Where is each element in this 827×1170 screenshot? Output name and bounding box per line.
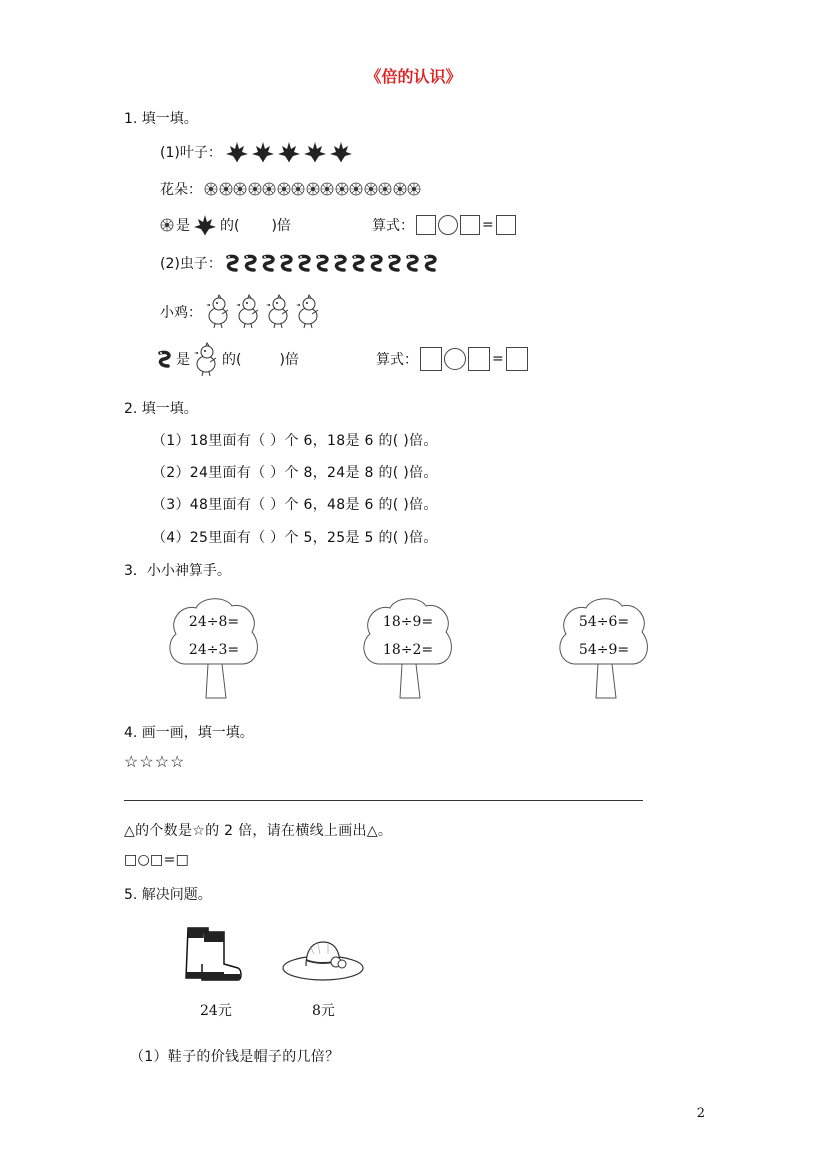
rel1-text-b: 的( [220,218,240,234]
leaf-icon [224,140,250,164]
bug-icon [350,254,368,272]
flower-icon [160,218,174,232]
rel2-text-a: 是 [176,352,190,368]
formula-label: 算式： [372,218,414,234]
hat-icon [280,934,366,984]
flower-icon [407,182,422,196]
q1-relation-2 [156,342,299,376]
leaf-icon [302,140,328,164]
leaf-icon [192,213,218,237]
bug-icon [386,254,404,272]
stars-row: ☆☆☆☆ [124,752,186,771]
flower-icon [335,182,350,196]
bug-icon [224,254,242,272]
q1-relation-1 [160,212,291,238]
tree-2-eq-2: 18÷2= [382,642,434,658]
bug-icon [260,254,278,272]
bug-icon [278,254,296,272]
leaves-group [224,140,354,164]
bug-icon [296,254,314,272]
flower-icon [219,182,234,196]
leaf-icon [328,140,354,164]
q1-formula-2 [376,346,528,372]
flower-icon [393,182,408,196]
q2-line-2: （2）24里面有（ ）个 8，24是 8 的( )倍。 [152,465,438,481]
equals-sign: = [482,217,494,233]
answer-box[interactable] [460,215,480,235]
math-tree-2 [358,592,458,706]
chick-icon [204,294,234,330]
q2-heading: 2. 填一填。 [124,401,198,417]
q4-formula: □○□=□ [124,852,190,868]
hat-price: 8元 [312,1003,335,1019]
boots-price: 24元 [200,1003,232,1019]
flowers-group [204,181,422,197]
boots-image [178,924,248,988]
formula-label: 算式： [376,352,418,368]
bugs-label: (2)虫子： [160,256,222,272]
chick-icon [264,294,294,330]
q5-subquestion-1: （1）鞋子的价钱是帽子的几倍？ [130,1049,340,1065]
q1-formula-1 [372,212,516,238]
bug-icon [156,350,174,368]
q1-leaves-row [160,140,354,164]
flower-icon [160,217,174,233]
math-tree-1 [164,592,264,706]
tree-3-eq-1: 54÷6= [578,614,630,630]
page-title: 《倍的认识》 [365,67,462,86]
bug-icon [242,254,260,272]
q5-heading: 5. 解决问题。 [124,887,212,903]
rel2-text-c: )倍 [279,352,299,368]
chick-icon [192,342,220,376]
answer-box[interactable] [506,347,528,371]
chicks-group [204,294,324,330]
operator-circle[interactable] [444,348,466,370]
q1-heading: 1. 填一填。 [124,111,198,127]
answer-box[interactable] [468,347,490,371]
flower-icon [233,182,248,196]
math-tree-3 [554,592,654,706]
bug-icon [368,254,386,272]
flower-icon [204,182,219,196]
rel1-text-a: 是 [176,218,190,234]
answer-box[interactable] [496,215,516,235]
bug-icon [332,254,350,272]
q1-bugs-row [160,250,440,276]
chick-icon [234,294,264,330]
answer-box[interactable] [420,347,442,371]
q4-instruction: △的个数是☆的 2 倍，请在横线上画出△。 [124,823,393,839]
tree-3-eq-2: 54÷9= [578,642,630,658]
answer-box[interactable] [416,215,436,235]
flower-icon [306,182,321,196]
q3-heading: 3．小小神算手。 [124,563,231,579]
chick-icon [192,342,220,376]
q4-heading: 4. 画一画，填一填。 [124,725,254,741]
q1-flowers-row [160,178,422,200]
rel2-text-b: 的( [222,352,242,368]
q2-line-3: （3）48里面有（ ）个 6，48是 6 的( )倍。 [152,497,438,513]
tree-1-eq-1: 24÷8= [188,614,240,630]
flower-icon [277,182,292,196]
rel1-text-c: )倍 [271,218,291,234]
tree-1-eq-2: 24÷3= [188,642,240,658]
operator-circle[interactable] [438,215,458,235]
flower-icon [291,182,306,196]
bug-icon [404,254,422,272]
flower-icon [364,182,379,196]
tree-2-eq-1: 18÷9= [382,614,434,630]
chicks-label: 小鸡： [160,305,202,321]
flowers-label: 花朵： [160,182,202,198]
q2-line-4: （4）25里面有（ ）个 5，25是 5 的( )倍。 [152,530,438,546]
page-number: 2 [696,1106,705,1121]
bug-icon [314,254,332,272]
flower-icon [320,182,335,196]
equals-sign: = [492,351,504,367]
leaves-label: (1)叶子： [160,145,222,161]
leaf-icon [276,140,302,164]
drawing-line[interactable] [124,800,643,801]
hat-image [280,934,366,988]
q1-chicks-row [160,292,324,332]
bugs-group [224,254,440,272]
flower-icon [378,182,393,196]
boots-icon [178,924,248,984]
bug-icon [422,254,440,272]
chick-icon [294,294,324,330]
flower-icon [349,182,364,196]
flower-icon [248,182,263,196]
q2-line-1: （1）18里面有（ ）个 6，18是 6 的( )倍。 [152,433,438,449]
flower-icon [262,182,277,196]
bug-icon [156,350,174,368]
leaf-icon [192,213,218,237]
leaf-icon [250,140,276,164]
